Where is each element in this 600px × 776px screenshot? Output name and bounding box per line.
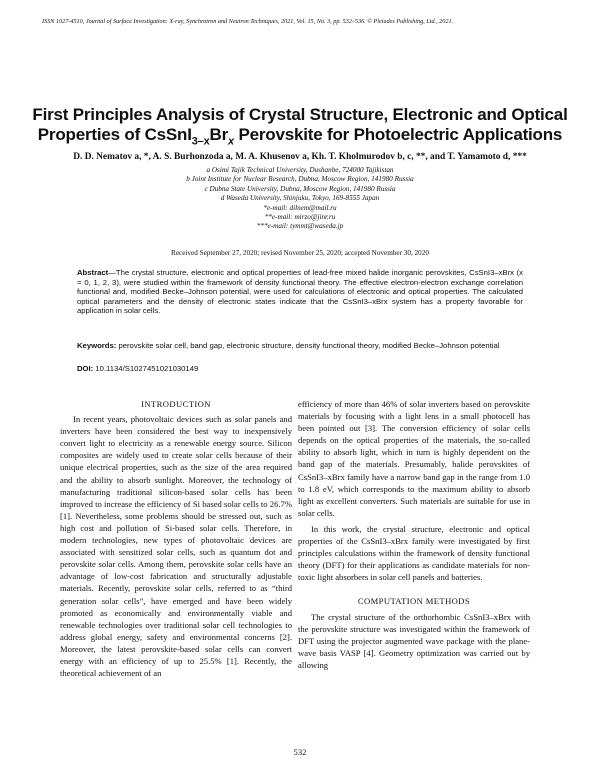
abstract [77, 268, 523, 316]
introduction-heading: INTRODUCTION [141, 399, 211, 409]
affiliations [60, 166, 540, 232]
keywords-label: Keywords: [77, 341, 117, 350]
right-paragraph-1: efficiency of more than 46% of solar inverters based on perovskite materials by focusing with a light lens in a small photocell has been pointed out [3]. The conversion efficiency of solar cells depends on the optical properties of the materials, the so-called ability to absorb light, which in turn is highly dependent on the band gap of the materials. Presumably, halide perovskites of CsSnI3–xBrx family have a narrow band gap in the range from 1.0 to 1.8 eV, which corresponds to the maximum ability to absorb light as excellent converters. Such materials are suitable for use in solar cells. [298, 399, 530, 518]
methods-heading: COMPUTATION METHODS [357, 596, 471, 607]
right-paragraph-3: The crystal structure of the orthorhombic CsSnI3–xBrx with the perovskite structure was investigated within the framework of DFT using the projector augmented wave package with the plane-wave basis VASP [4]. Geometry optimization was carried out by allowing [298, 611, 530, 670]
paper-title [30, 105, 570, 151]
right-column [298, 398, 530, 671]
doi [77, 364, 198, 374]
left-column [60, 398, 292, 679]
doi-label: DOI: [77, 364, 94, 373]
doi-value: 10.1134/S1027451021030149 [93, 364, 199, 373]
author-list: D. D. Nematov a, *, A. S. Burhonzoda a, M. A. Khusenov a, Kh. T. Kholmurodov b, c, **, and T. Yamamoto d, *** [73, 152, 527, 162]
email-2: **e-mail: mirzo@jinr.ru [264, 213, 336, 222]
intro-paragraph: In recent years, photovoltaic devices such as solar panels and inverters have been considered the best way to inexpensively convert light to electricity as a renewable energy source. Silicon composites are widely used to create solar cells because of their unique electrical properties, such as the size of the area required and the ability to absorb sunlight. Moreover, the technology of manufacturing traditional silicon-based solar cells has been improved to increase the efficiency of Si based solar cells to 26.7% [1]. Nevertheless, some problems should be stressed out, such as high cost and pollution of Si-based solar cells. Therefore, in modern technologies, new types of photovoltaic devices are associated with sensitized solar cells, such as quantum dot and perovskite solar cells. Among them, perovskite solar cells have an advantage of low-cost fabrication and structurally adjustable materials. Recently, perovskite solar cells, referred to as “third generation solar cells”, have emerged and have been widely promoted as economically and environmentally viable and renewable technologies over traditional solar cell technologies to address global energy, safety and environmental concerns [2]. Moreover, the latest perovskite-based solar cells can convert energy with an efficiency of up to 25.5% [1]. Recently, the theoretical achievement of an [60, 414, 292, 679]
keywords [77, 341, 523, 351]
email-1: *e-mail: dilnem@mail.ru [263, 203, 337, 212]
journal-header: ISSN 1027-4510, Journal of Surface Investigation: X-ray, Synchrotron and Neutron Techniques, 2021, Vol. 15, No. 3, pp. 532–536. © Pleiades Publishing, Ltd., 2021. [42, 18, 454, 25]
right-paragraph-2: In this work, the crystal structure, electronic and optical properties of the CsSnI3–xBrx family were investigated by first principles calculations within the framework of density functional theory (DFT) for their applications as candidate materials for non-toxic light absorbers in solar cell panels and batteries. [298, 523, 530, 583]
title-line-1: First Principles Analysis of Crystal Structure, Electronic and Optical [32, 105, 568, 124]
affiliation-a: a Osimi Tajik Technical University, Dushanbe, 724000 Tajikistan [206, 166, 394, 174]
keywords-text: perovskite solar cell, band gap, electronic structure, density functional theory, modified Becke–Johnson potential [116, 341, 500, 350]
affiliation-d: d Waseda University, Shinjuku, Tokyo, 169-8555 Japan [220, 194, 380, 203]
affiliation-b: b Joint Institute for Nuclear Research, Dubna, Moscow Region, 141980 Russia [186, 175, 414, 184]
abstract-label: Abstract [77, 268, 109, 277]
page-number: 532 [293, 747, 307, 757]
abstract-text: —The crystal structure, electronic and optical properties of lead-free mixed halide inorganic perovskites, CsSnI3–xBrx (x = 0, 1, 2, 3), were studied within the framework of density functional theory. The effective electron-electron exchange correlation functional and, modified Becke–Johnson potential, were used for calculations of electronic and optical properties. The calculated optical parameters and the density of electronic states indicate that the CsSnI3–xBrx system has a property favorable for application in solar cells. [77, 268, 523, 316]
email-3: ***e-mail: tymmt@waseda.jp [256, 222, 344, 231]
affiliation-c: c Dubna State University, Dubna, Moscow Region, 141980 Russia [204, 184, 396, 193]
title-line-2: Properties of $CsSnI_{3-x}Br_x$ Perovskite for Photoelectric Applications [37, 125, 563, 148]
received-dates: Received September 27, 2020; revised November 25, 2020; accepted November 30, 2020 [171, 249, 429, 257]
